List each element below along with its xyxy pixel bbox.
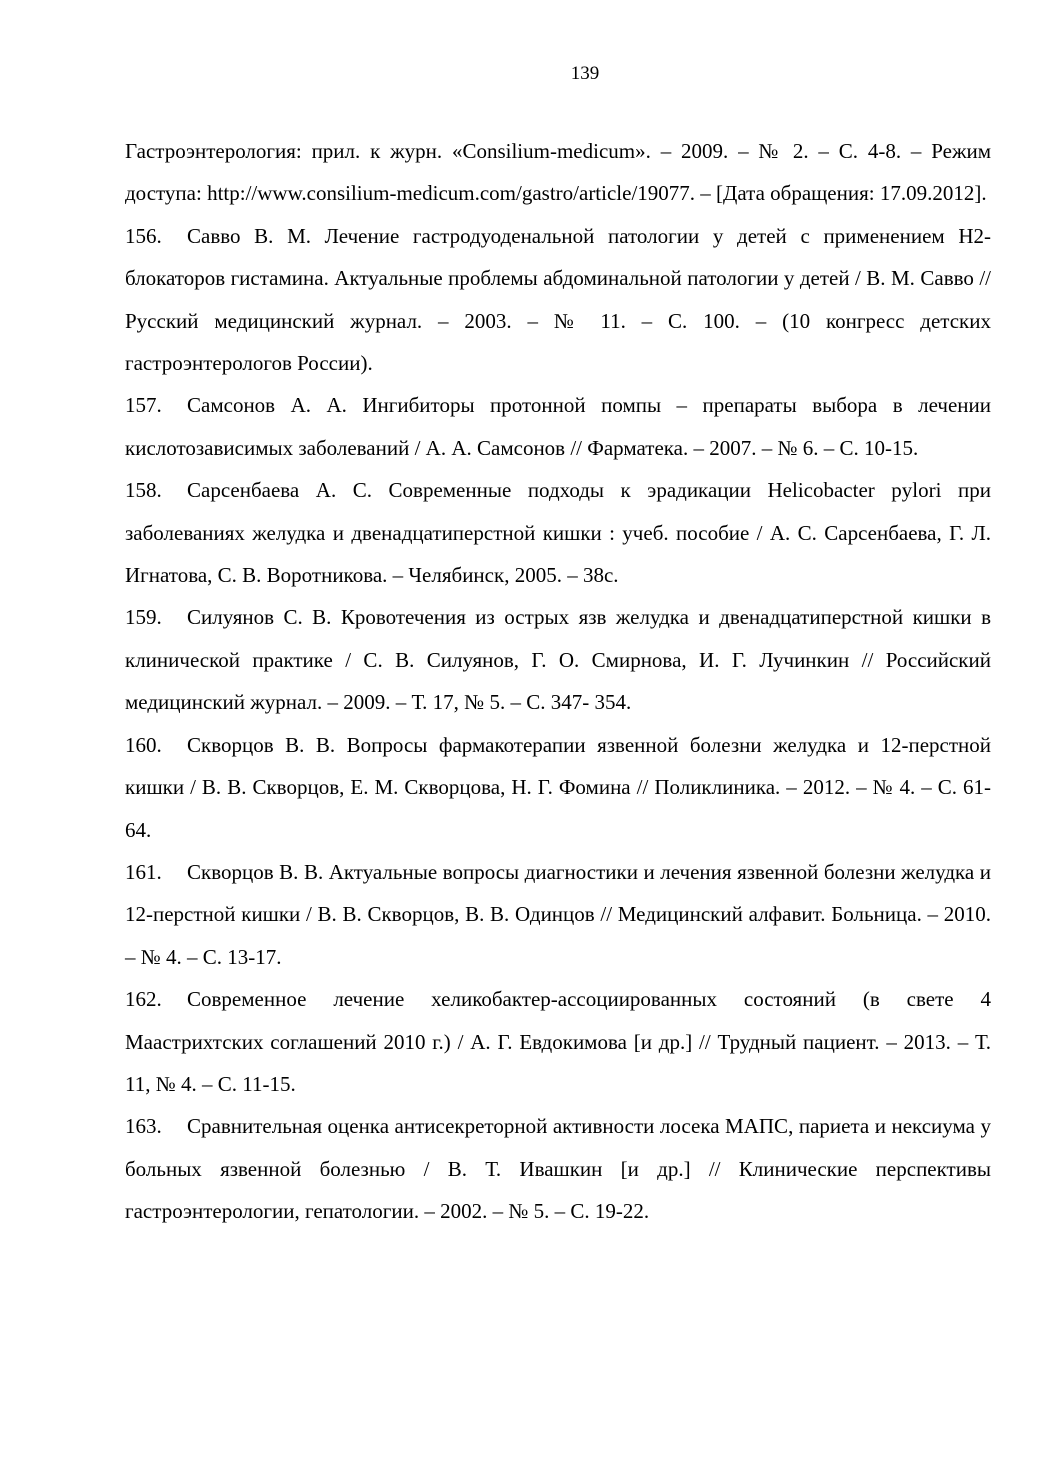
- reference-text: Современное лечение хеликобактер-ассоциированных состояний (в свете 4 Маастрихтских соглашений 2010 г.) / А. Г. Евдокимова [и др.] // Трудный пациент. – 2013. – Т. 11, № 4. – С. 11-15.: [125, 987, 991, 1096]
- reference-text: Сравнительная оценка антисекреторной активности лосека МАПС, париета и нексиума у больных язвенной болезнью / В. Т. Ивашкин [и др.] // Клинические перспективы гастроэнтерологии, гепатологии. – 2002. – № 5. – С. 19-22.: [125, 1114, 991, 1224]
- reference-entry-161: [125, 851, 991, 978]
- reference-entry-162: [125, 978, 991, 1105]
- reference-text: Скворцов В. В. Актуальные вопросы диагностики и лечения язвенной болезни желудка и 12-перстной кишки / В. В. Скворцов, В. В. Одинцов // Медицинский алфавит. Больница. – 2010. – № 4. – С. 13-17.: [125, 859, 991, 969]
- reference-text: Савво В. М. Лечение гастродуоденальной патологии у детей с применением Н2-блокаторов гистамина. Актуальные проблемы абдоминальной патологии у детей / В. М. Савво // Русский медицинский журнал. – 2003. – № 11. – С. 100. – (10 конгресс детских гастроэнтерологов России).: [125, 223, 991, 376]
- reference-number: 161.: [125, 859, 162, 884]
- reference-number: 157.: [125, 393, 162, 418]
- reference-entry-160: [125, 724, 991, 851]
- reference-number: 162.: [125, 987, 162, 1012]
- reference-text: Силуянов С. В. Кровотечения из острых язв желудка и двенадцатиперстной кишки в клинической практике / С. В. Силуянов, Г. О. Смирнова, И. Г. Лучинкин // Российский медицинский журнал. – 2009. – Т. 17, № 5. – С. 347- 354.: [125, 605, 991, 715]
- page-number: 139: [570, 63, 600, 84]
- reference-list: [125, 130, 991, 1233]
- reference-text: Скворцов В. В. Вопросы фармакотерапии язвенной болезни желудка и 12-перстной кишки / В. В. Скворцов, Е. М. Скворцова, Н. Г. Фомина // Поликлиника. – 2012. – № 4. – С. 61-64.: [125, 732, 991, 842]
- reference-number: 160.: [125, 732, 162, 757]
- reference-entry-continued: [125, 130, 991, 215]
- reference-entry-159: [125, 596, 991, 723]
- reference-entry-157: [125, 384, 991, 469]
- reference-entry-163: [125, 1105, 991, 1232]
- reference-number: 159.: [125, 605, 162, 630]
- reference-entry-158: [125, 469, 991, 596]
- reference-number: 156.: [125, 223, 162, 248]
- reference-number: 158.: [125, 478, 162, 503]
- reference-text: Сарсенбаева А. С. Современные подходы к эрадикации Helicobacter pylori при заболеваниях желудка и двенадцатиперстной кишки : учеб. пособие / А. С. Сарсенбаева, Г. Л. Игнатова, С. В. Воротникова. – Челябинск, 2005. – 38с.: [125, 478, 991, 588]
- reference-text: Гастроэнтерология: прил. к журн. «Consilium-medicum». – 2009. – № 2. – С. 4-8. – Режим доступа: http://www.consilium-medicum.com/gastro/article/19077. – [Дата обращения: 17.09.2012].: [125, 139, 991, 206]
- reference-entry-156: [125, 215, 991, 385]
- reference-number: 163.: [125, 1114, 162, 1139]
- reference-text: Самсонов А. А. Ингибиторы протонной помпы – препараты выбора в лечении кислотозависимых заболеваний / А. А. Самсонов // Фарматека. – 2007. – № 6. – С. 10-15.: [125, 393, 991, 460]
